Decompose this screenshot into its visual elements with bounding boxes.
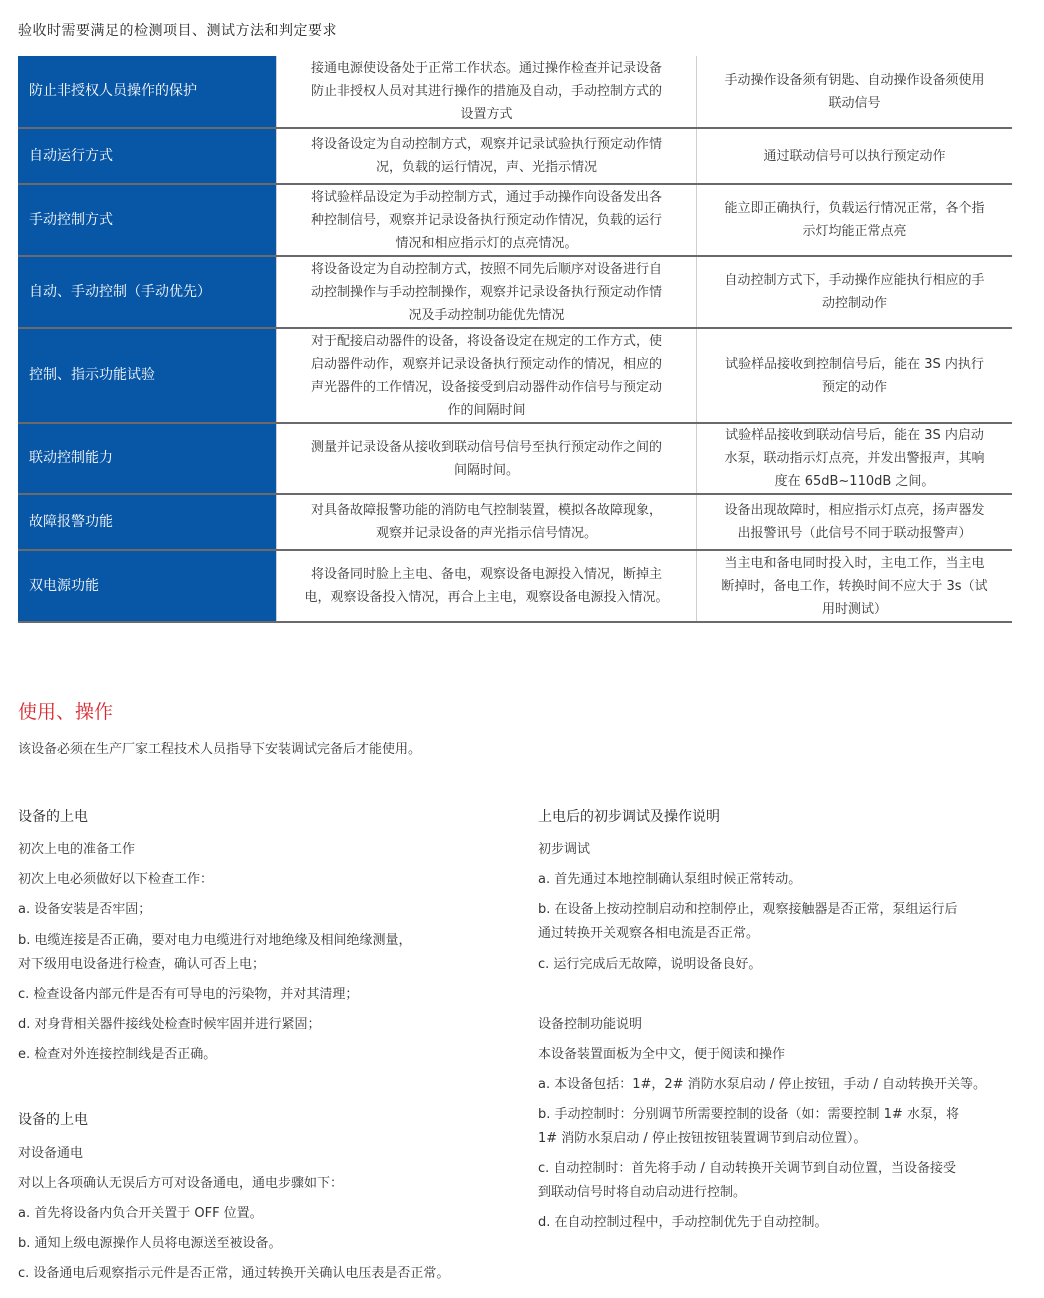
function-item-c-line2: 到联动信号时将自动启动进行控制。 bbox=[538, 1185, 747, 1200]
section-intro: 该设备必须在生产厂家工程技术人员指导下安装调试完备后才能使用。 bbox=[18, 742, 422, 757]
power-heading-2: 设备的上电 bbox=[18, 1112, 88, 1128]
step-b: b. 通知上级电源操作人员将电源送至被设备。 bbox=[18, 1236, 282, 1251]
test-method-cell bbox=[277, 423, 697, 494]
test-method-line: 将试验样品设定为手动控制方式，通过手动操作向设备发出各 bbox=[310, 189, 662, 205]
requirement-line: 试验样品接收到联动信号后，能在 3S 内启动 bbox=[725, 428, 984, 443]
function-item-c-line1: c. 自动控制时：首先将手动 / 自动转换开关调节到自动位置，当设备接受 bbox=[538, 1161, 957, 1176]
requirement-line: 断掉时，备电工作，转换时间不应大于 3s（试 bbox=[721, 578, 988, 594]
requirement-line: 预定的动作 bbox=[821, 379, 887, 395]
test-method-cell bbox=[277, 328, 697, 423]
test-method-cell bbox=[277, 494, 697, 550]
power-heading-1: 设备的上电 bbox=[18, 809, 88, 825]
test-method-cell bbox=[277, 184, 697, 256]
requirement-line: 通过联动信号可以执行预定动作 bbox=[763, 148, 946, 164]
requirement-line: 水泵，联动指示灯点亮，并发出警报声，其响 bbox=[724, 451, 985, 466]
power-intro-1: 初次上电必须做好以下检查工作： bbox=[18, 872, 214, 887]
debug-item-a: a. 首先通过本地控制确认泵组时候正常转动。 bbox=[538, 872, 802, 887]
function-item-b-line2: 1# 消防水泵启动 / 停止按钮按钮装置调节到启动位置）。 bbox=[538, 1131, 867, 1146]
step-a: a. 首先将设备内负合开关置于 OFF 位置。 bbox=[18, 1206, 263, 1221]
check-item-b-line2: 对下级用电设备进行检查，确认可否上电； bbox=[18, 957, 266, 972]
requirement-cell bbox=[697, 184, 1013, 256]
requirement-cell bbox=[697, 423, 1013, 494]
test-method-line: 测量并记录设备从接收到联动信号信号至执行预定动作之间的 bbox=[310, 439, 662, 455]
function-subheading: 设备控制功能说明 bbox=[538, 1017, 643, 1032]
debug-item-b-line1: b. 在设备上按动控制启动和控制停止，观察接触器是否正常，泵组运行后 bbox=[538, 902, 958, 917]
test-item-cell: 双电源功能 bbox=[18, 550, 277, 622]
test-method-line: 间隔时间。 bbox=[453, 462, 519, 478]
debug-subheading: 初步调试 bbox=[538, 842, 591, 857]
section-title: 使用、操作 bbox=[18, 701, 114, 723]
test-method-line: 启动器件动作，观察并记录设备执行预定动作的情况，相应的 bbox=[310, 356, 662, 372]
test-item-cell: 联动控制能力 bbox=[18, 423, 277, 494]
table-row bbox=[18, 128, 1012, 184]
debug-item-c: c. 运行完成后无故障，说明设备良好。 bbox=[538, 957, 762, 972]
test-method-line: 防止非授权人员对其进行操作的措施及自动，手动控制方式的 bbox=[310, 84, 662, 99]
test-method-line: 将设备同时脸上主电、备电，观察设备电源投入情况，断掉主 bbox=[310, 567, 662, 582]
requirement-cell bbox=[697, 550, 1013, 622]
test-method-line: 接通电源使设备处于正常工作状态。通过操作检查并记录设备 bbox=[310, 61, 662, 76]
requirement-cell bbox=[697, 256, 1013, 328]
requirement-line: 示灯均能正常点亮 bbox=[802, 224, 907, 239]
debug-heading: 上电后的初步调试及操作说明 bbox=[538, 809, 720, 825]
function-item-b-line1: b. 手动控制时：分别调节所需要控制的设备（如：需要控制 1# 水泵，将 bbox=[538, 1107, 959, 1122]
requirement-line: 设备出现故障时，相应指示灯点亮，扬声器发 bbox=[724, 503, 985, 518]
test-method-line: 作的间隔时间 bbox=[447, 402, 526, 418]
check-item-a: a. 设备安装是否牢固； bbox=[18, 902, 152, 917]
table-row bbox=[18, 423, 1012, 494]
requirement-line: 手动操作设备须有钥匙、自动操作设备须使用 bbox=[724, 72, 985, 88]
power-intro-2: 对以上各项确认无误后方可对设备通电，通电步骤如下： bbox=[18, 1176, 344, 1191]
requirement-cell bbox=[697, 328, 1013, 423]
table-row bbox=[18, 328, 1012, 423]
table-heading: 验收时需要满足的检测项目、测试方法和判定要求 bbox=[18, 23, 337, 39]
requirement-line: 当主电和备电同时投入时，主电工作，当主电 bbox=[724, 555, 985, 571]
function-item-a: a. 本设备包括：1#，2# 消防水泵启动 / 停止按钮，手动 / 自动转换开关等。 bbox=[538, 1077, 986, 1092]
table-row bbox=[18, 494, 1012, 550]
table-row bbox=[18, 256, 1012, 328]
requirement-line: 试验样品接收到控制信号后，能在 3S 内执行 bbox=[725, 356, 984, 372]
requirement-line: 联动信号 bbox=[828, 95, 881, 111]
test-item-cell: 故障报警功能 bbox=[18, 494, 277, 550]
inspection-table bbox=[18, 56, 1012, 623]
test-item-cell: 控制、指示功能试验 bbox=[18, 328, 277, 423]
power-subheading-2: 对设备通电 bbox=[18, 1146, 84, 1161]
test-item-cell: 手动控制方式 bbox=[18, 184, 277, 256]
step-c: c. 设备通电后观察指示元件是否正常，通过转换开关确认电压表是否正常。 bbox=[18, 1266, 450, 1281]
test-method-cell bbox=[277, 256, 697, 328]
debug-item-b-line2: 通过转换开关观察各相电流是否正常。 bbox=[538, 926, 760, 941]
test-method-line: 况及手动控制功能优先情况 bbox=[408, 307, 565, 323]
test-item-cell: 自动运行方式 bbox=[18, 128, 277, 184]
test-method-line: 将设备设定为自动控制方式，按照不同先后顺序对设备进行自 bbox=[310, 261, 662, 277]
requirement-cell bbox=[697, 56, 1013, 128]
test-method-cell bbox=[277, 128, 697, 184]
function-item-d: d. 在自动控制过程中，手动控制优先于自动控制。 bbox=[538, 1215, 828, 1230]
power-subheading-1: 初次上电的准备工作 bbox=[18, 842, 136, 857]
requirement-line: 出报警讯号（此信号不同于联动报警声） bbox=[737, 526, 972, 541]
table-row bbox=[18, 56, 1012, 128]
requirement-line: 动控制动作 bbox=[821, 296, 887, 311]
test-method-cell bbox=[277, 550, 697, 622]
check-item-b-line1: b. 电缆连接是否正确，要对电力电缆进行对地绝缘及相间绝缘测量， bbox=[18, 933, 412, 948]
test-method-line: 种控制信号，观察并记录设备执行预定动作情况，负载的运行 bbox=[310, 212, 662, 228]
function-intro: 本设备装置面板为全中文，便于阅读和操作 bbox=[538, 1047, 786, 1062]
requirement-cell bbox=[697, 494, 1013, 550]
test-method-line: 观察并记录设备的声光指示信号情况。 bbox=[375, 526, 597, 541]
test-method-line: 电，观察设备投入情况，再合上主电，观察设备电源投入情况。 bbox=[304, 590, 669, 605]
requirement-line: 用时测试） bbox=[821, 601, 887, 617]
check-item-e: e. 检查对外连接控制线是否正确。 bbox=[18, 1047, 217, 1062]
test-item-cell: 防止非授权人员操作的保护 bbox=[18, 56, 277, 128]
test-method-line: 将设备设定为自动控制方式，观察并记录试验执行预定动作情 bbox=[310, 137, 662, 152]
test-method-cell bbox=[277, 56, 697, 128]
test-method-line: 声光器件的工作情况，设备接受到启动器件动作信号与预定动 bbox=[310, 379, 662, 395]
test-method-line: 情况和相应指示灯的点亮情况。 bbox=[395, 235, 578, 251]
table-row bbox=[18, 550, 1012, 622]
check-item-d: d. 对身背相关器件接线处检查时候牢固并进行紧固； bbox=[18, 1017, 321, 1032]
test-item-cell: 自动、手动控制（手动优先） bbox=[18, 256, 277, 328]
test-method-line: 对于配接启动器件的设备，将设备设定在规定的工作方式，使 bbox=[310, 333, 662, 349]
requirement-cell bbox=[697, 128, 1013, 184]
table-row bbox=[18, 184, 1012, 256]
test-method-line: 设置方式 bbox=[460, 107, 513, 122]
test-method-line: 对具备故障报警功能的消防电气控制装置，模拟各故障现象， bbox=[310, 503, 662, 518]
check-item-c: c. 检查设备内部元件是否有可导电的污染物，并对其清理； bbox=[18, 987, 359, 1002]
requirement-line: 度在 65dB~110dB 之间。 bbox=[774, 474, 935, 489]
test-method-line: 动控制操作与手动控制操作，观察并记录设备执行预定动作情 bbox=[310, 284, 662, 300]
requirement-line: 自动控制方式下，手动操作应能执行相应的手 bbox=[724, 273, 985, 288]
requirement-line: 能立即正确执行，负载运行情况正常，各个指 bbox=[724, 201, 985, 216]
test-method-line: 况，负载的运行情况，声、光指示情况 bbox=[375, 160, 597, 175]
